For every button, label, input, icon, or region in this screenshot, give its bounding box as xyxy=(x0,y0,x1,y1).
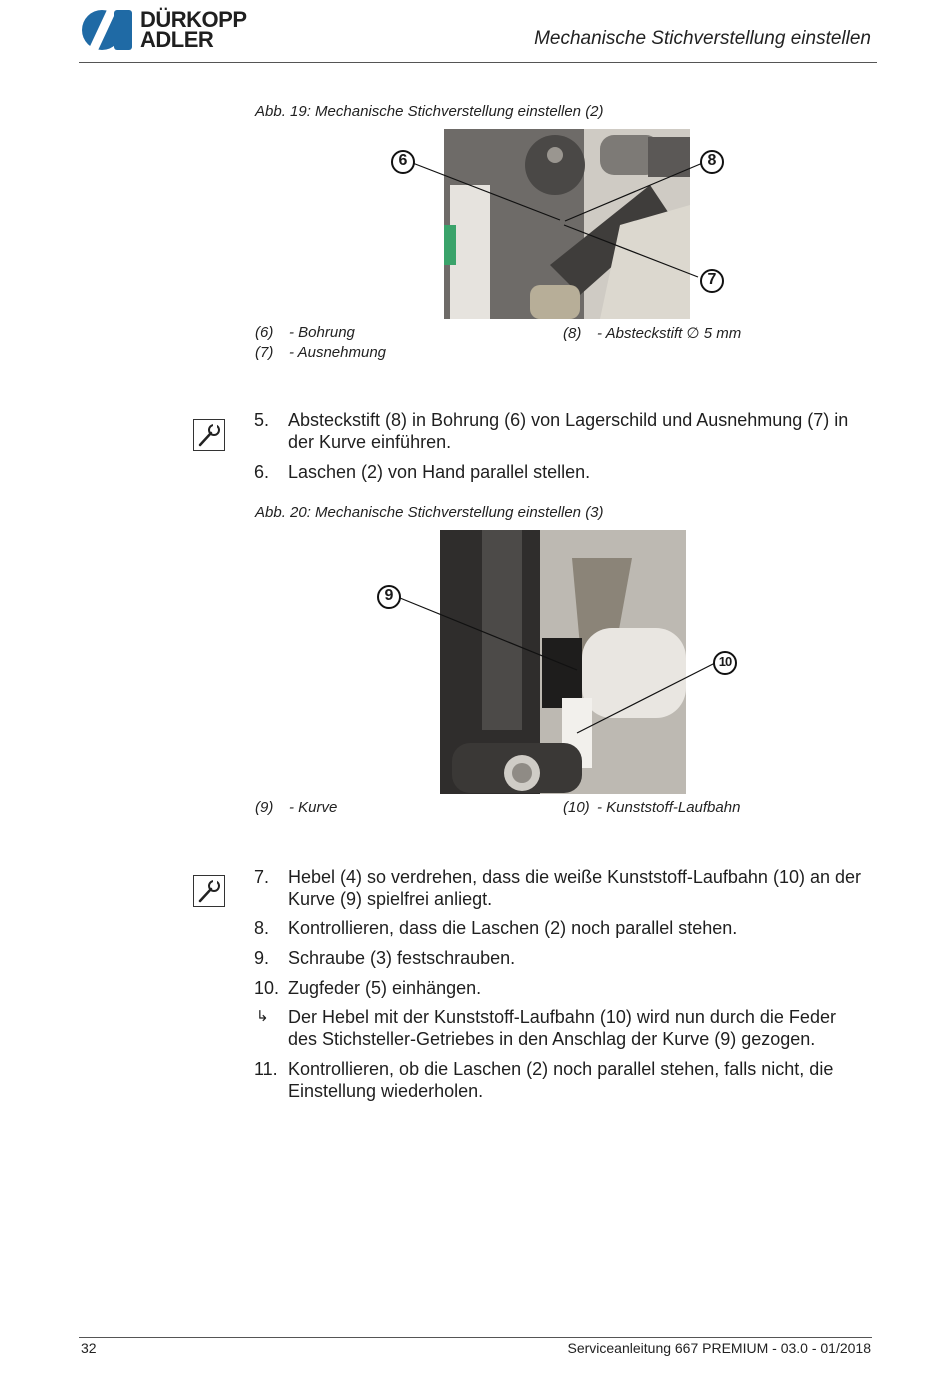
wrench-icon xyxy=(193,419,225,451)
step-item: 9. Schraube (3) festschrauben. xyxy=(254,948,516,968)
header-divider xyxy=(79,62,877,63)
step-item: 6. Laschen (2) von Hand parallel stellen. xyxy=(254,462,591,482)
legend-item: (8) - Absteckstift ∅ 5 mm xyxy=(563,325,742,342)
logo-mark-icon xyxy=(80,8,136,52)
figure-20-image xyxy=(372,528,752,798)
wrench-icon xyxy=(193,875,225,907)
figure-19-image xyxy=(380,125,740,325)
callout-9: 9 xyxy=(376,584,402,610)
step-item: 10. Zugfeder (5) einhängen. xyxy=(254,978,482,998)
legend-item: (6) - Bohrung xyxy=(255,324,355,341)
step-item: 5. Absteckstift (8) in Bohrung (6) von Lagerschild und Ausnehmung (7) in der Kurve einführen. xyxy=(254,410,849,452)
callout-6: 6 xyxy=(390,149,416,175)
company-logo xyxy=(80,8,270,54)
step-item: 11. Kontrollieren, ob die Laschen (2) noch parallel stehen, falls nicht, die Einstellung wiederholen. xyxy=(254,1059,834,1101)
result-arrow-icon: ↳ xyxy=(256,1008,269,1025)
logo-line-1: DÜRKOPP xyxy=(140,7,247,32)
step-item: 8. Kontrollieren, dass die Laschen (2) noch parallel stehen. xyxy=(254,918,738,938)
step-result: ↳ Der Hebel mit der Kunststoff-Laufbahn (10) wird nun durch die Feder des Stichsteller-Getriebes in den Anschlag der Kurve (9) gezogen. xyxy=(256,1007,836,1049)
document-info: Serviceanleitung 667 PREMIUM - 03.0 - 01/2018 xyxy=(567,1340,871,1356)
legend-item: (10) - Kunststoff-Laufbahn xyxy=(563,799,741,816)
page-header-title: Mechanische Stichverstellung einstellen xyxy=(534,28,871,49)
callout-7: 7 xyxy=(699,268,725,294)
callout-10: 10 xyxy=(712,650,738,676)
callout-8: 8 xyxy=(699,149,725,175)
logo-line-2: ADLER xyxy=(140,27,214,52)
footer-divider xyxy=(79,1337,872,1338)
step-item: 7. Hebel (4) so verdrehen, dass die weiße Kunststoff-Laufbahn (10) an der Kurve (9) spielfrei anliegt. xyxy=(254,867,861,909)
page-number: 32 xyxy=(81,1340,97,1356)
figure-19-caption: Abb. 19: Mechanische Stichverstellung einstellen (2) xyxy=(255,103,604,120)
legend-item: (7) - Ausnehmung xyxy=(255,344,387,361)
legend-item: (9) - Kurve xyxy=(255,799,338,816)
figure-20-caption: Abb. 20: Mechanische Stichverstellung einstellen (3) xyxy=(255,504,604,521)
